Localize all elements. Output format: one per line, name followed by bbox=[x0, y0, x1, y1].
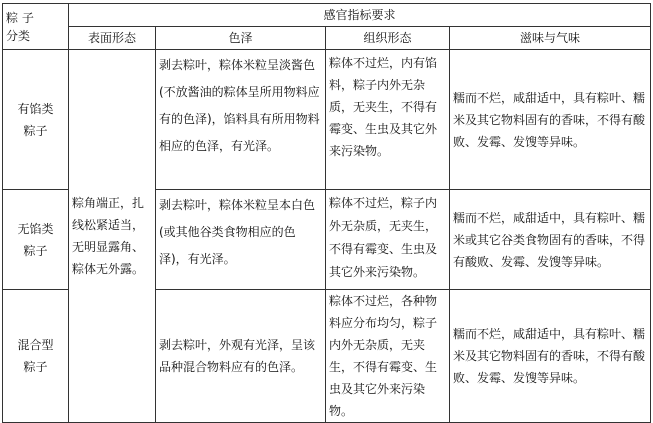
texture-cell-filled: 粽体不过烂，内有馅料，粽子内外无杂质，无夹生，不得有霉变、生虫及其它外来污染物。 bbox=[326, 50, 450, 190]
column-header-surface: 表面形态 bbox=[69, 27, 156, 50]
texture-cell-mixed: 粽体不过烂，各种物料应分布均匀，粽子内外无杂质，无夹生，不得有霉变、生虫及其它外来污染物。 bbox=[326, 290, 450, 423]
category-cell-mixed: 混合型 粽子 bbox=[3, 290, 69, 423]
column-header-texture: 组织形态 bbox=[326, 27, 450, 50]
surface-cell-shared: 粽角端正，扎线松紧适当，无明显露角、粽体无外露。 bbox=[69, 50, 156, 423]
taste-cell-plain: 糯而不烂，咸甜适中，具有粽叶、糯米或其它谷类食物固有的香味，不得有酸败、发霉、发馊等异味。 bbox=[450, 190, 651, 290]
texture-cell-plain: 粽体不过烂，粽子内外无杂质，无夹生，不得有霉变、生虫及其它外来污染物。 bbox=[326, 190, 450, 290]
sensory-title: 感官指标要求 bbox=[69, 4, 651, 27]
color-cell-plain: 剥去粽叶，粽体米粒呈本白色(或其他谷类食物相应的色泽)，有光泽。 bbox=[156, 190, 326, 290]
color-cell-filled: 剥去粽叶，粽体米粒呈淡酱色(不放酱油的粽体呈所用物料应有的色泽)，馅料具有所用物料相应的色泽，有光泽。 bbox=[156, 50, 326, 190]
header-row-2 bbox=[3, 27, 651, 50]
table-row bbox=[3, 50, 651, 190]
color-cell-mixed: 剥去粽叶，外观有光泽，呈该品种混合物料应有的色泽。 bbox=[156, 290, 326, 423]
header-row-1 bbox=[3, 4, 651, 27]
taste-cell-filled: 糯而不烂，咸甜适中，具有粽叶、糯米及其它物料固有的香味，不得有酸败、发霉、发馊等异味。 bbox=[450, 50, 651, 190]
category-header: 粽 子 分类 bbox=[3, 4, 69, 50]
taste-cell-mixed: 糯而不烂，咸甜适中，具有粽叶、糯米及其它物料固有的香味，不得有酸败、发霉、发馊等异味。 bbox=[450, 290, 651, 423]
category-cell-filled: 有馅类 粽子 bbox=[3, 50, 69, 190]
column-header-taste: 滋味与气味 bbox=[450, 27, 651, 50]
category-cell-plain: 无馅类 粽子 bbox=[3, 190, 69, 290]
sensory-requirements-table bbox=[2, 3, 651, 423]
column-header-color: 色泽 bbox=[156, 27, 326, 50]
